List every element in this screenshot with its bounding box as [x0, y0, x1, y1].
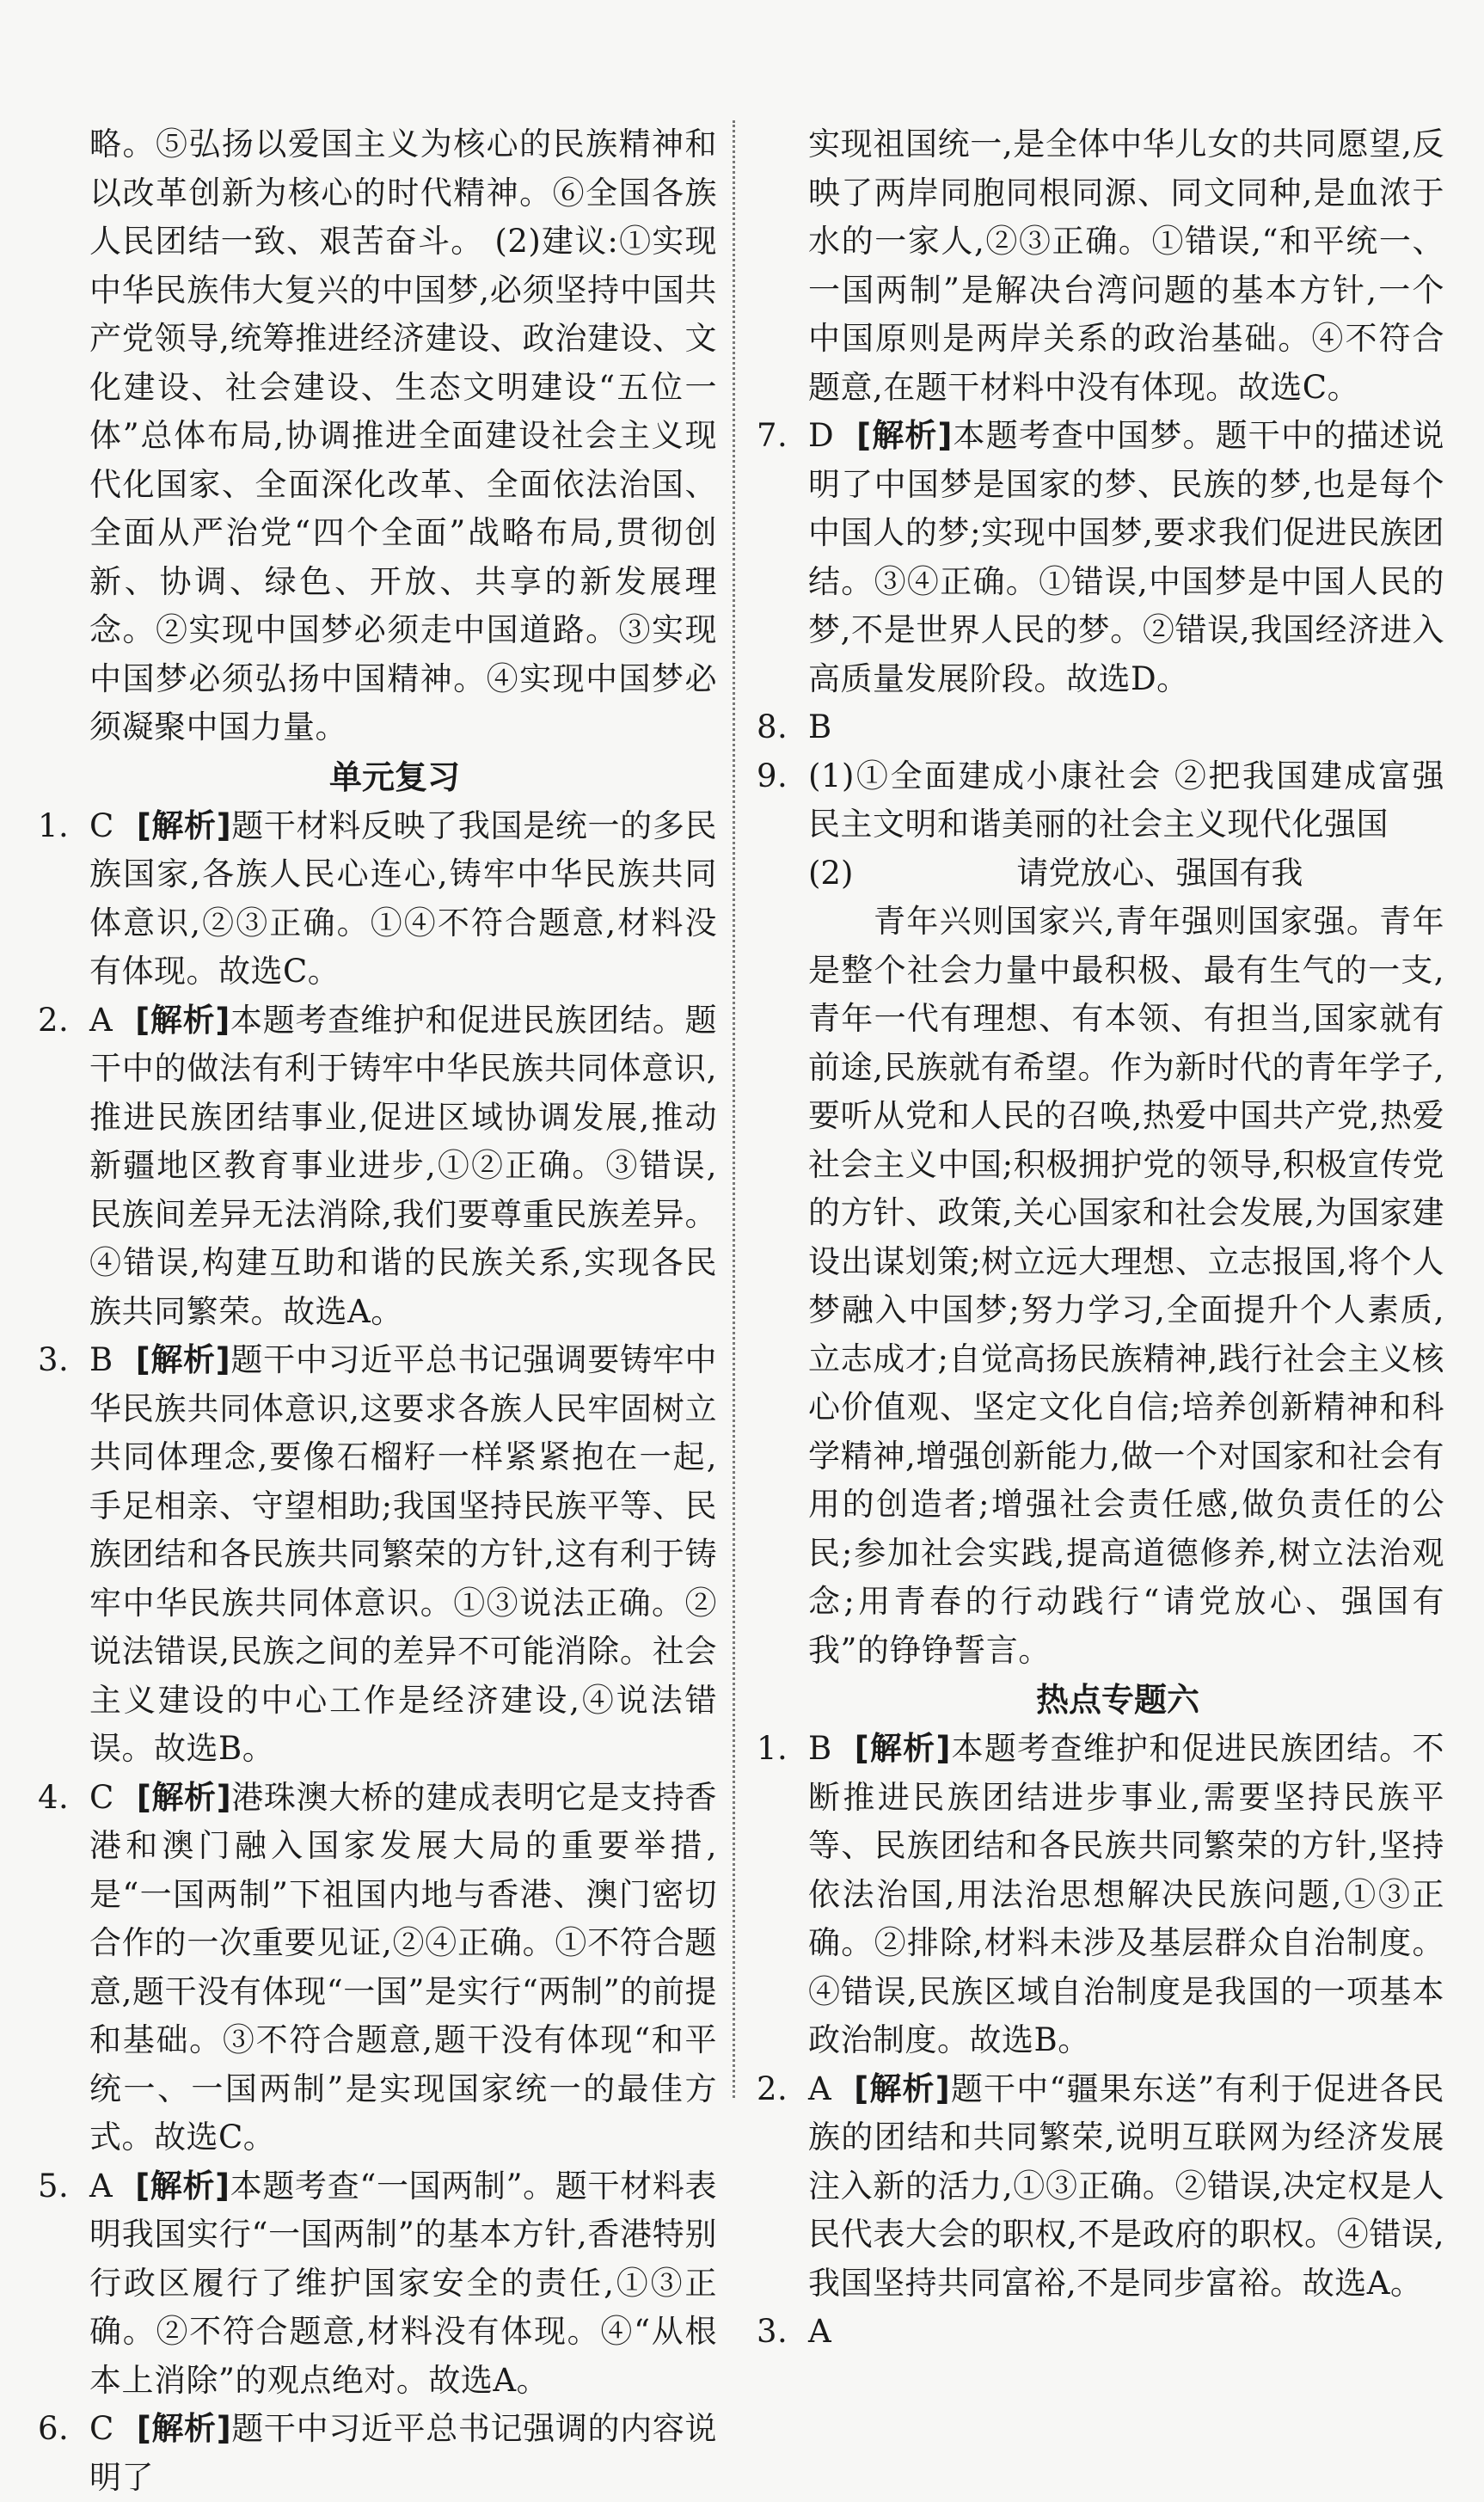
answer-letter: A: [89, 2167, 113, 2205]
answer-letter: B: [808, 708, 832, 745]
analysis-tag: [解析]: [136, 2410, 232, 2447]
analysis-text: (1)①全面建成小康社会 ②把我国建成富强民主文明和谐美丽的社会主义现代化强国: [808, 757, 1444, 843]
item-number: 2.: [38, 1001, 70, 1039]
essay-label: (2): [808, 854, 854, 892]
analysis-tag: [解析]: [854, 1730, 951, 1767]
answer-letter: D: [808, 417, 835, 454]
analysis-text: 本题考查中国梦。题干中的描述说明了中国梦是国家的梦、民族的梦,也是每个中国人的梦;实现中国梦,要求我们促进民族团结。③④正确。①错误,中国梦是中国人民的梦,不是世界人民的梦。②错误,我国经济进入高质量发展阶段。故选D。: [808, 417, 1445, 697]
answer-letter: A: [808, 2070, 832, 2107]
analysis-tag: [解析]: [135, 1001, 230, 1039]
answer-item: [38, 802, 717, 997]
answer-item: [38, 2405, 717, 2502]
essay-title-line: [757, 849, 1444, 898]
answer-item: [38, 997, 717, 1337]
continued-answer: 略。⑤弘扬以爱国主义为核心的民族精神和以改革创新为核心的时代精神。⑥全国各族人民团结一致、艰苦奋斗。 (2)建议:①实现中华民族伟大复兴的中国梦,必须坚持中国共产党领导,统筹推进经济建设、政治建设、文化建设、社会建设、生态文明建设“五位一体”总体布局,协调推进全面建设社会主义现代化国家、全面深化改革、全面依法治国、全面从严治党“四个全面”战略布局,贯彻创新、协调、绿色、开放、共享的新发展理念。②实现中国梦必须走中国道路。③实现中国梦必须弘扬中国精神。④实现中国梦必须凝聚中国力量。: [89, 126, 717, 745]
analysis-tag: [解析]: [135, 1341, 231, 1378]
analysis-text: 港珠澳大桥的建成表明它是支持香港和澳门融入国家发展大局的重要举措,是“一国两制”下祖国内地与香港、澳门密切合作的一次重要见证,②④正确。①不符合题意,题干没有体现“一国”是实行“两制”的前提和基础。③不符合题意,题干没有体现“和平统一、一国两制”是实现国家统一的最佳方式。故选C。: [89, 1778, 717, 2156]
answer-letter: C: [89, 2410, 114, 2447]
answer-letter: C: [89, 1778, 114, 1816]
item-number: 4.: [38, 1778, 70, 1816]
item-number: 8.: [757, 708, 788, 745]
item-number: 9.: [757, 757, 788, 794]
item-number: 5.: [38, 2167, 70, 2205]
item-number: 1.: [38, 806, 70, 844]
answer-letter: A: [89, 1001, 113, 1039]
answer-item: [757, 2065, 1444, 2309]
answer-item: [757, 2308, 1444, 2357]
item-number: 7.: [757, 417, 788, 454]
item-number: 3.: [38, 1341, 70, 1378]
section-heading-unit-review: 单元复习: [328, 757, 460, 796]
answer-letter: B: [808, 1730, 832, 1767]
left-column: [38, 120, 717, 2502]
analysis-text: 题干中习近平总书记强调要铸牢中华民族共同体意识,这要求各族人民牢固树立共同体理念,要像石榴籽一样紧紧抱在一起,手足相亲、守望相助;我国坚持民族平等、民族团结和各民族共同繁荣的方针,这有利于铸牢中华民族共同体意识。①③说法正确。②说法错误,民族之间的差异不可能消除。社会主义建设的中心工作是经济建设,④说法错误。故选B。: [89, 1341, 717, 1767]
answer-item: [757, 752, 1444, 849]
essay-body: 青年兴则国家兴,青年强则国家强。青年是整个社会力量中最积极、最有生气的一支,青年一代有理想、有本领、有担当,国家就有前途,民族就有希望。作为新时代的青年学子,要听从党和人民的召唤,热爱中国共产党,热爱社会主义中国;积极拥护党的领导,积极宣传党的方针、政策,关心国家和社会发展,为国家建设出谋划策;树立远大理想、立志报国,将个人梦融入中国梦;努力学习,全面提升个人素质,立志成才;自觉高扬民族精神,践行社会主义核心价值观、坚定文化自信;培养创新精神和科学精神,增强创新能力,做一个对国家和社会有用的创造者;增强社会责任感,做负责任的公民;参加社会实践,提高道德修养,树立法治观念;用青春的行动践行“请党放心、强国有我”的铮铮誓言。: [808, 903, 1444, 1669]
section-heading-hot-topic: 热点专题六: [1035, 1681, 1199, 1719]
analysis-tag: [解析]: [136, 1778, 232, 1816]
answer-item: [38, 1336, 717, 1774]
answer-item: [757, 703, 1444, 752]
item-number: 1.: [757, 1730, 788, 1767]
analysis-text: 本题考查维护和促进民族团结。题干中的做法有利于铸牢中华民族共同体意识,推进民族团结事业,促进区域协调发展,推动新疆地区教育事业进步,①②正确。③错误,民族间差异无法消除,我们要尊重民族差异。④错误,构建互助和谐的民族关系,实现各民族共同繁荣。故选A。: [89, 1001, 717, 1330]
answer-letter: C: [89, 806, 114, 844]
item-number: 6.: [38, 2410, 70, 2447]
answer-item: [38, 1774, 717, 2162]
item-number: 2.: [757, 2070, 788, 2107]
answer-letter: B: [89, 1341, 113, 1378]
analysis-tag: [解析]: [856, 417, 953, 454]
answer-item: [38, 2162, 717, 2406]
essay-title: 请党放心、强国有我: [1016, 854, 1303, 892]
analysis-tag: [解析]: [854, 2070, 951, 2107]
continued-answer: 实现祖国统一,是全体中华儿女的共同愿望,反映了两岸同胞同根同源、同文同种,是血浓于水的一家人,②③正确。①错误,“和平统一、一国两制”是解决台湾问题的基本方针,一个中国原则是两岸关系的政治基础。④不符合题意,在题干材料中没有体现。故选C。: [808, 126, 1444, 406]
analysis-text: 题干中习近平总书记强调的内容说明了: [89, 2410, 717, 2496]
answer-letter: A: [808, 2313, 832, 2350]
right-column: [757, 120, 1444, 2357]
analysis-text: 题干中“疆果东送”有利于促进各民族的团结和共同繁荣,说明互联网为经济发展注入新的活力,①③正确。②错误,决定权是人民代表大会的职权,不是政府的职权。④错误,我国坚持共同富裕,不是同步富裕。故选A。: [808, 2070, 1444, 2302]
analysis-text: 题干材料反映了我国是统一的多民族国家,各族人民心连心,铸牢中华民族共同体意识,②③正确。①④不符合题意,材料没有体现。故选C。: [89, 806, 717, 990]
item-number: 3.: [757, 2313, 788, 2350]
analysis-text: 本题考查维护和促进民族团结。不断推进民族团结进步事业,需要坚持民族平等、民族团结和各民族共同繁荣的方针,坚持依法治国,用法治思想解决民族问题,①③正确。②排除,材料未涉及基层群众自治制度。④错误,民族区域自治制度是我国的一项基本政治制度。故选B。: [808, 1730, 1444, 2058]
answer-item: [757, 412, 1444, 703]
analysis-text: 本题考查“一国两制”。题干材料表明我国实行“一国两制”的基本方针,香港特别行政区履行了维护国家安全的责任,①③正确。②不符合题意,材料没有体现。④“从根本上消除”的观点绝对。故选A。: [89, 2167, 717, 2399]
analysis-tag: [解析]: [136, 806, 232, 844]
answer-item: [757, 1725, 1444, 2065]
column-divider: [733, 120, 735, 2098]
analysis-tag: [解析]: [135, 2167, 230, 2205]
